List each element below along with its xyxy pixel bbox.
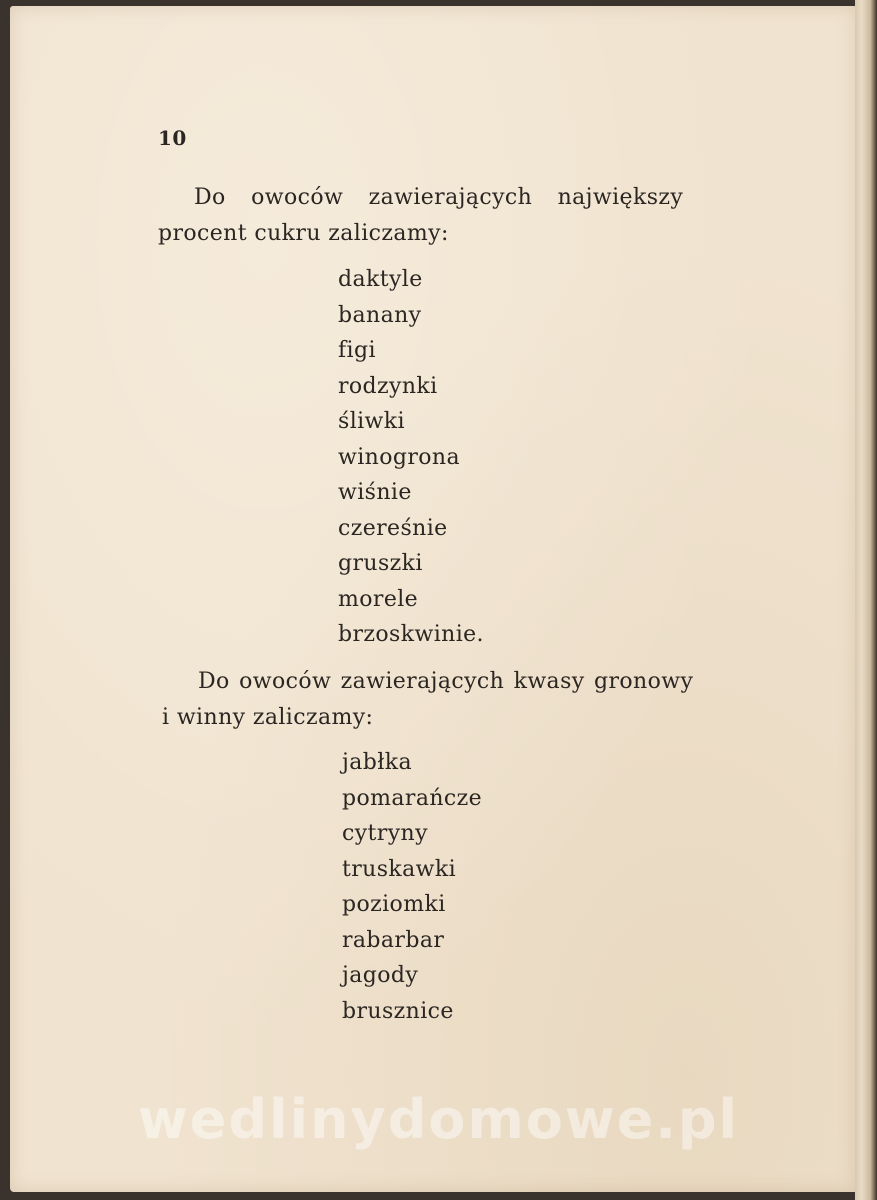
page-edge [855,0,877,1200]
page-number: 10 [158,126,187,150]
list-item: daktyle [338,267,423,292]
list-item: brusznice [342,998,454,1024]
list-item: figi [338,338,376,363]
section2-intro-line1: Do owoców zawierających kwasy gronowy [198,669,694,694]
section1-intro-line2: procent cukru zaliczamy: [158,221,449,246]
list-item: jagody [342,963,419,988]
section2-intro-line2: i winny zaliczamy: [162,705,374,730]
section2-fruit-list [342,745,482,1029]
list-item: winogrona [338,444,461,470]
list-item: pomarańcze [342,785,483,811]
list-item: jabłka [342,750,413,775]
list-item: rodzynki [338,373,438,399]
watermark: wedlinydomowe.pl [137,1088,740,1151]
list-item: morele [338,586,419,612]
list-item: banany [338,302,422,328]
section1-intro [158,180,698,252]
list-item: wiśnie [338,480,412,505]
section2-intro [162,664,702,736]
list-item: brzoskwinie. [338,622,484,647]
list-item: rabarbar [342,927,445,953]
list-item: gruszki [338,551,423,576]
section1-intro-line1: Do owoców zawierających największy [194,185,684,210]
section1-fruit-list [338,262,484,653]
list-item: śliwki [338,409,405,434]
list-item: cytryny [342,821,428,846]
list-item: truskawki [342,856,457,882]
list-item: poziomki [342,892,446,917]
list-item: czereśnie [338,515,448,541]
